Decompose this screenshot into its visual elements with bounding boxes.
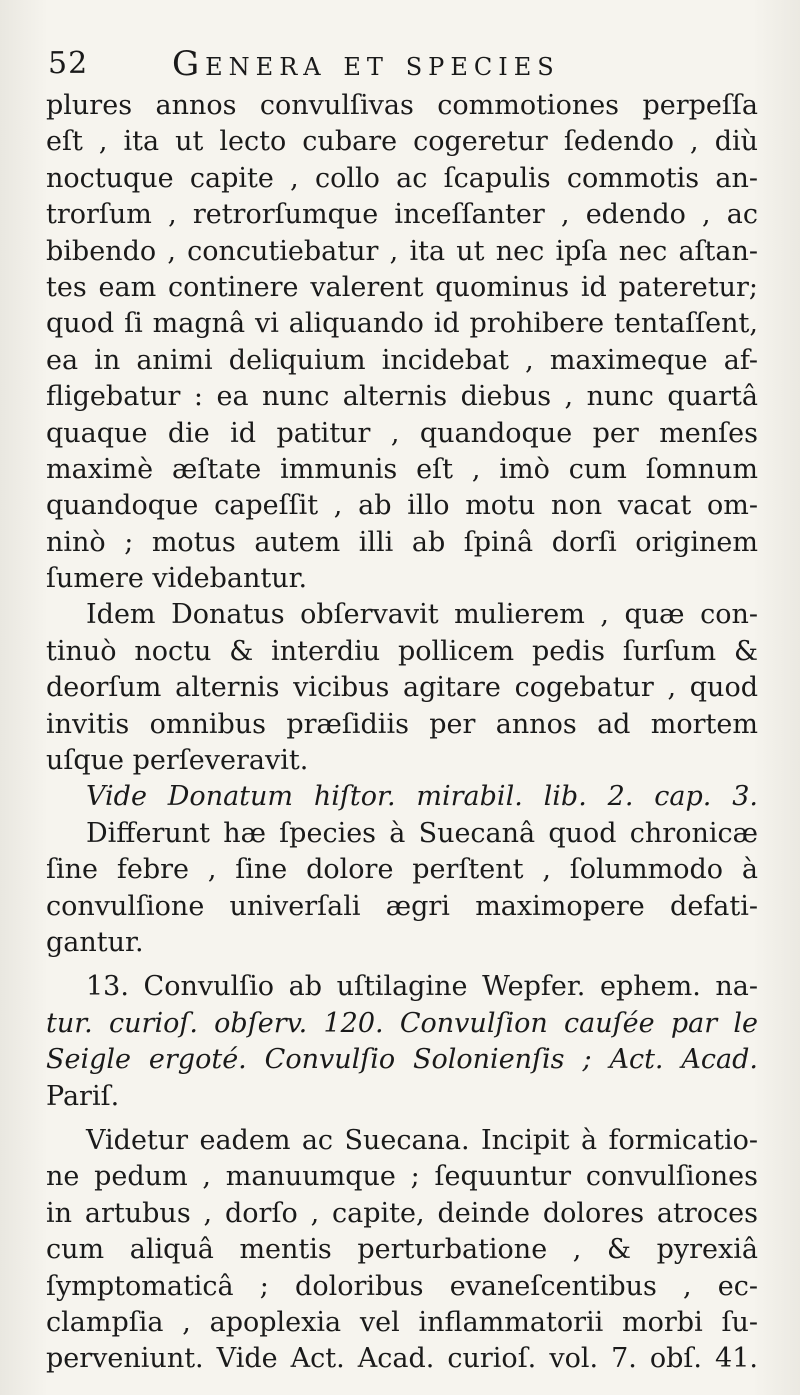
page-number: 52 bbox=[48, 46, 89, 81]
body-text bbox=[46, 88, 758, 1378]
text-line: eſt , ita ut lecto cubare cogeretur ſedendo , diù bbox=[46, 126, 758, 158]
text-line: bibendo , concutiebatur , ita ut nec ipſa nec aſtan- bbox=[46, 235, 758, 267]
text-line: quaque die id patitur , quandoque per menſes bbox=[46, 417, 758, 449]
text-line: cum aliquâ mentis perturbatione , & pyrexiâ bbox=[46, 1234, 758, 1266]
text-line: in artubus , dorſo , capite, deinde dolores atroces bbox=[46, 1197, 758, 1229]
text-line: Seigle ergoté. Convulſio Solonienſis ; Act. Acad. bbox=[46, 1044, 758, 1076]
text-line: tes eam continere valerent quominus id pateretur; bbox=[46, 271, 758, 303]
page-header bbox=[44, 38, 764, 90]
text-line: Pariſ. bbox=[46, 1080, 120, 1112]
text-line: ſine febre , ſine dolore perſtent , ſolummodo à bbox=[46, 854, 758, 886]
text-line: quod ſi magnâ vi aliquando id prohibere tentaſſent, bbox=[46, 308, 758, 340]
text-line: fligebatur : ea nunc alternis diebus , nunc quartâ bbox=[46, 381, 758, 413]
text-line: ninò ; motus autem illi ab ſpinâ dorſi originem bbox=[46, 526, 758, 558]
text-line: plures annos convulſivas commotiones perpeſſa bbox=[46, 90, 758, 121]
text-line: quandoque capeſſit , ab illo motu non vacat om- bbox=[46, 490, 758, 522]
text-line: tinuò noctu & interdiu pollicem pedis ſurſum & bbox=[46, 635, 758, 667]
reference-line: Vide Donatum hiſtor. mirabil. lib. 2. cap. 3. bbox=[86, 781, 758, 813]
text-line: perveniunt. Vide Act. Acad. curioſ. vol. 7. obſ. 41. bbox=[46, 1343, 758, 1375]
text-line: ſumere videbantur. bbox=[46, 563, 308, 595]
running-head: Genera et species bbox=[172, 44, 560, 84]
text-line: tur. curioſ. obſerv. 120. Convulſion cauſée par le bbox=[46, 1007, 758, 1039]
section-heading-line: 13. Convulſio ab uſtilagine Wepfer. ephem. na- bbox=[86, 971, 758, 1003]
text-line: gantur. bbox=[46, 926, 144, 958]
text-line: ſymptomaticâ ; doloribus evaneſcentibus , ec- bbox=[46, 1270, 758, 1302]
text-line: invitis omnibus præſidiis per annos ad mortem bbox=[46, 708, 758, 740]
text-line: noctuque capite , collo ac ſcapulis commotis an- bbox=[46, 162, 758, 194]
text-line: uſque perſeveravit. bbox=[46, 745, 309, 777]
text-line: maximè æſtate immunis eſt , imò cum ſomnum bbox=[46, 453, 758, 485]
paragraph-start-line: Differunt hæ ſpecies à Suecanâ quod chronicæ bbox=[86, 817, 758, 849]
text-line: clampſia , apoplexia vel inflammatorii morbi ſu- bbox=[46, 1306, 758, 1338]
text-line: ne pedum , manuumque ; ſequuntur convulſiones bbox=[46, 1161, 758, 1193]
text-line: trorſum , retrorſumque inceſſanter , edendo , ac bbox=[46, 199, 758, 231]
paragraph-start-line: Videtur eadem ac Suecana. Incipit à formicatio- bbox=[86, 1124, 758, 1156]
paragraph-start-line: Idem Donatus obſervavit mulierem , quæ con- bbox=[86, 599, 758, 631]
text-line: deorſum alternis vicibus agitare cogebatur , quod bbox=[46, 672, 758, 704]
text-line: convulſione univerſali ægri maximopere defati- bbox=[46, 890, 758, 922]
text-line: ea in animi deliquium incidebat , maximeque af- bbox=[46, 344, 758, 376]
